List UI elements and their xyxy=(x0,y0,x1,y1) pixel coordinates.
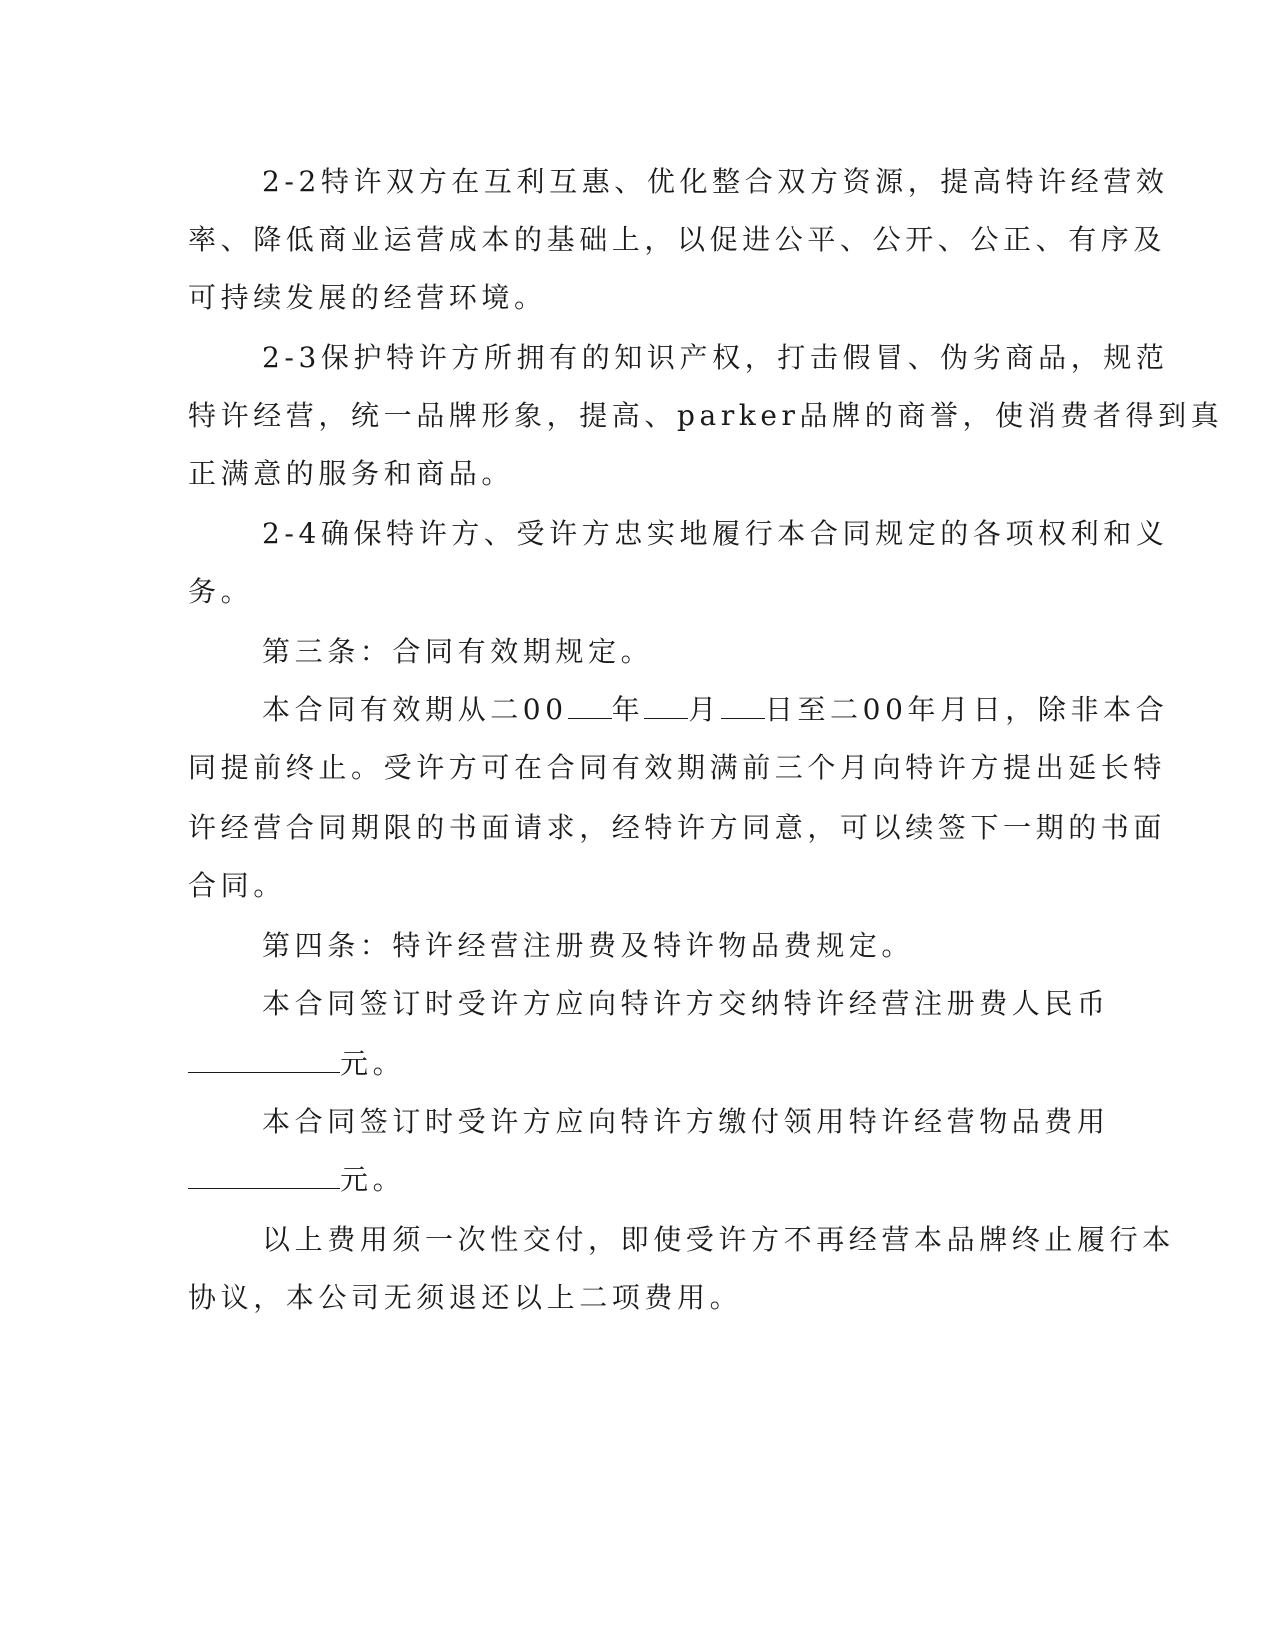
year-blank xyxy=(568,690,612,719)
amount-blank xyxy=(188,1160,340,1189)
currency-unit: 元。 xyxy=(340,1047,406,1080)
term-text-1: 本合同有效期从二00 xyxy=(262,693,568,726)
section-heading: 第四条：特许经营注册费及特许物品费规定。 xyxy=(262,929,915,962)
term-text-4: 日至二00年月日，除非本合 xyxy=(764,693,1169,726)
section-heading: 第三条：合同有效期规定。 xyxy=(262,635,654,668)
paragraph-line: 合同。 xyxy=(188,869,286,902)
paragraph-line: 协议，本公司无须退还以上二项费用。 xyxy=(188,1281,743,1314)
amount-blank xyxy=(188,1044,340,1073)
paragraph-line: 正满意的服务和商品。 xyxy=(188,457,515,490)
paragraph-line: 许经营合同期限的书面请求，经特许方同意，可以续签下一期的书面 xyxy=(188,811,1167,844)
paragraph-line: 2-3保护特许方所拥有的知识产权，打击假冒、伪劣商品，规范 xyxy=(262,341,1169,374)
paragraph-line: 可持续发展的经营环境。 xyxy=(188,281,547,314)
term-text-2: 年 xyxy=(611,693,645,726)
day-blank xyxy=(721,690,765,719)
paragraph-line: 以上费用须一次性交付，即使受许方不再经营本品牌终止履行本 xyxy=(262,1223,1175,1256)
amount-line xyxy=(188,1160,405,1200)
amount-line xyxy=(188,1044,405,1084)
month-blank xyxy=(644,690,688,719)
paragraph-line: 2-2特许双方在互利互惠、优化整合双方资源，提高特许经营效 xyxy=(262,165,1169,198)
paragraph-line: 本合同签订时受许方应向特许方缴付领用特许经营物品费用 xyxy=(262,1105,1110,1138)
currency-unit: 元。 xyxy=(340,1163,406,1196)
term-text-3: 月 xyxy=(688,693,721,726)
paragraph-line: 特许经营，统一品牌形象，提高、parker品牌的商誉，使消费者得到真 xyxy=(188,399,1224,432)
paragraph-line: 本合同签订时受许方应向特许方交纳特许经营注册费人民币 xyxy=(262,987,1110,1020)
paragraph-line: 2-4确保特许方、受许方忠实地履行本合同规定的各项权利和义 xyxy=(262,517,1169,550)
paragraph-line: 率、降低商业运营成本的基础上，以促进公平、公开、公正、有序及 xyxy=(188,223,1167,256)
paragraph-line: 同提前终止。受许方可在合同有效期满前三个月向特许方提出延长特 xyxy=(188,751,1167,784)
paragraph-line: 务。 xyxy=(188,575,254,608)
term-line xyxy=(262,690,1168,730)
